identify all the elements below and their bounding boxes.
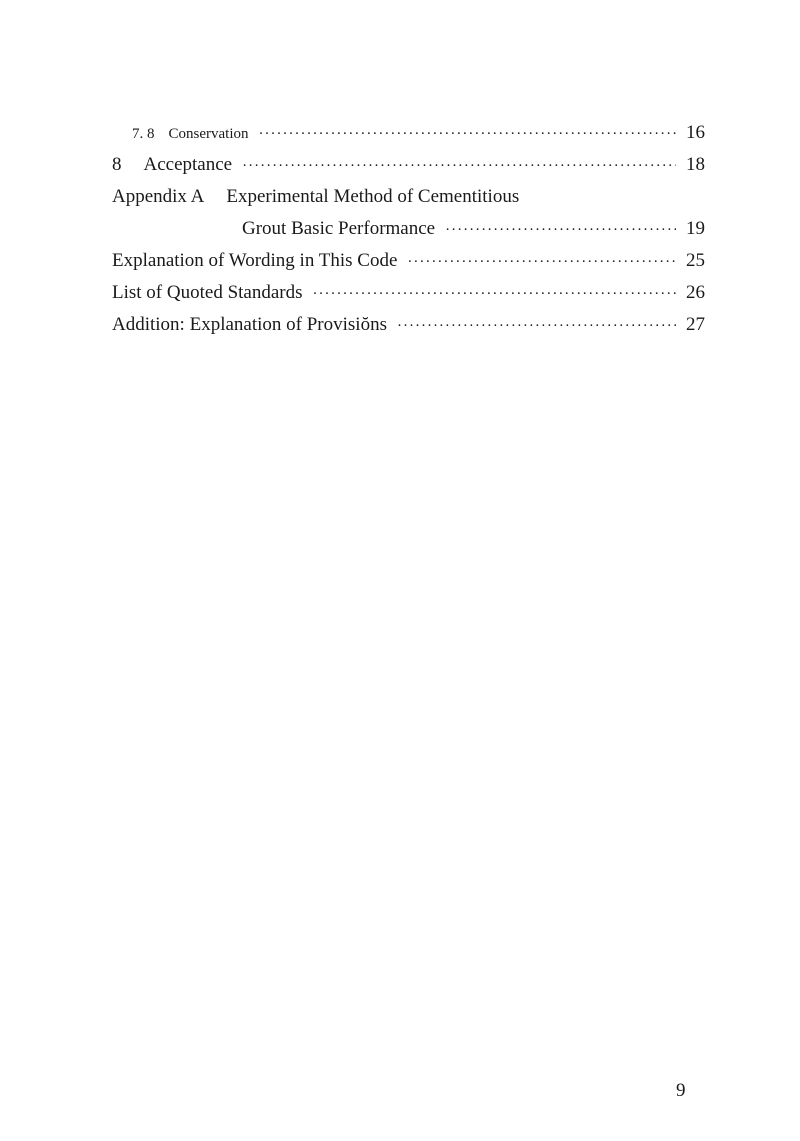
toc-entry-addition[interactable] <box>112 309 705 341</box>
toc-entry-number: 8 <box>112 154 122 175</box>
toc-entry-title: Experimental Method of Cementitious <box>226 186 520 207</box>
toc-entry-explanation-of-wording[interactable] <box>112 245 705 277</box>
toc-entry-page: 18 <box>686 154 705 175</box>
toc-entry-page: 19 <box>686 218 705 239</box>
dot-leader <box>397 310 676 342</box>
toc-entry-8[interactable] <box>112 149 705 181</box>
toc-entry-number: Appendix A <box>112 186 205 207</box>
toc-entry-appendix-a-continued[interactable] <box>112 213 705 245</box>
page-number: 9 <box>676 1080 686 1101</box>
toc-entry-page: 25 <box>686 250 705 271</box>
toc-entry-7-8[interactable] <box>112 117 705 149</box>
toc-entry-title: Grout Basic Performance <box>242 218 436 239</box>
dot-leader <box>313 278 676 310</box>
toc-entry-page: 27 <box>686 314 705 335</box>
dot-leader <box>242 150 676 182</box>
toc-entry-list-of-quoted-standards[interactable] <box>112 277 705 309</box>
table-of-contents <box>112 117 705 341</box>
toc-entry-number: 7. 8 <box>132 126 155 142</box>
dot-leader <box>259 118 677 150</box>
toc-entry-title: Explanation of Wording in This Code <box>112 250 398 271</box>
toc-entry-title: Addition: Explanation of Provisiŏns <box>112 314 387 335</box>
toc-entry-appendix-a[interactable] <box>112 181 705 213</box>
toc-entry-title: List of Quoted Standards <box>112 282 303 303</box>
dot-leader <box>407 246 676 278</box>
dot-leader <box>445 214 676 246</box>
toc-entry-title: Acceptance <box>143 154 233 175</box>
toc-entry-page: 16 <box>686 122 705 143</box>
toc-entry-page: 26 <box>686 282 705 303</box>
toc-entry-title: Conservation <box>168 126 249 142</box>
